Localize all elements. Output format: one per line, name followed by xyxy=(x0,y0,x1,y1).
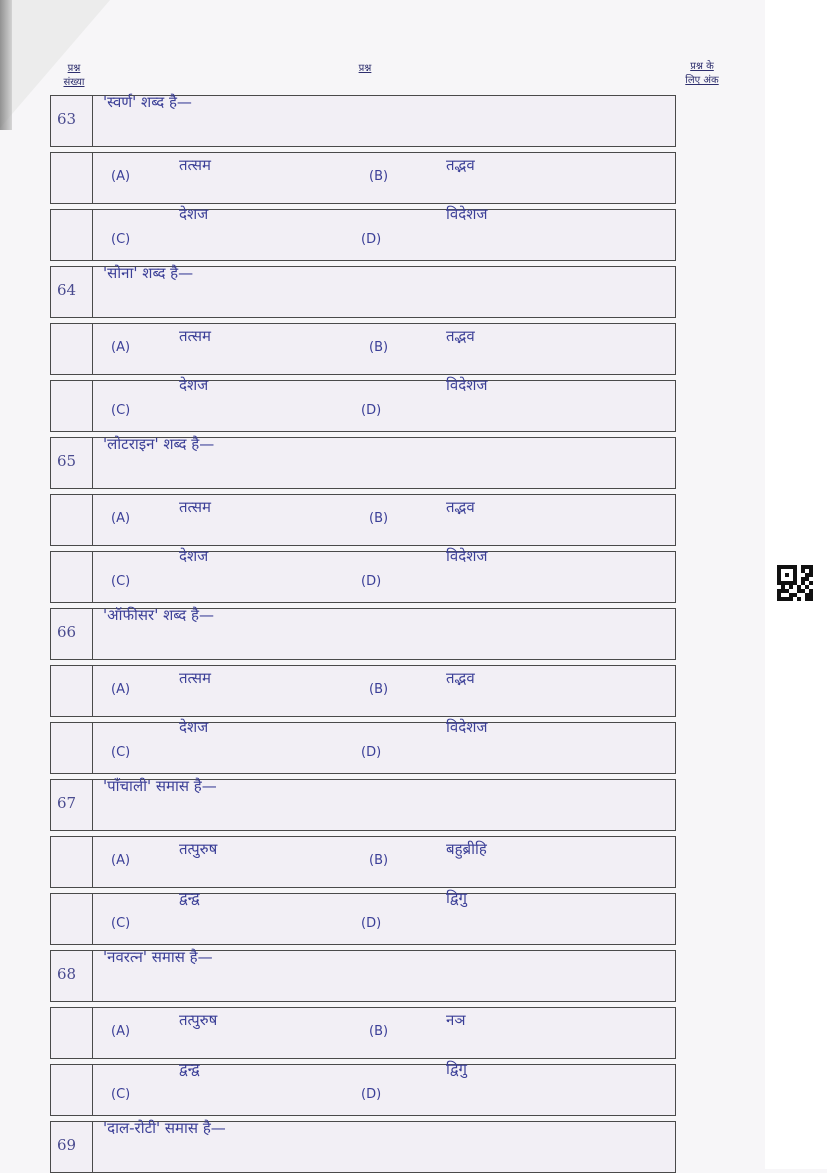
question-row xyxy=(50,95,676,147)
question-text: 'लोटराइन' शब्द है— xyxy=(103,435,215,453)
option-letter: (C) xyxy=(111,1087,131,1102)
option-letter: (D) xyxy=(361,403,382,418)
question-number-cell xyxy=(51,438,93,488)
question-text: 'ऑफीसर' शब्द है— xyxy=(103,606,214,624)
option-text: देशज xyxy=(179,718,209,736)
option-letter: (B) xyxy=(369,340,389,355)
question-row xyxy=(50,779,676,831)
option-letter: (C) xyxy=(111,745,131,760)
option-text: द्वन्द्व xyxy=(179,889,200,907)
option-row xyxy=(50,665,676,717)
question-number-cell xyxy=(51,96,93,146)
question-text: 'दाल-रोटी' समास है— xyxy=(103,1119,226,1137)
header-marks-top: प्रश्न के xyxy=(690,61,714,72)
option-letter: (B) xyxy=(369,682,389,697)
question-text: 'नवरत्न' समास है— xyxy=(103,948,213,966)
option-number-cell xyxy=(51,837,93,887)
option-number-cell xyxy=(51,552,93,602)
option-text: द्विगु xyxy=(446,889,467,907)
option-text: द्वन्द्व xyxy=(179,1060,200,1078)
header-number-top: प्रश्न xyxy=(67,63,81,74)
question-number: 65 xyxy=(57,452,77,470)
qr-code-icon xyxy=(777,565,813,601)
question-text: 'स्वर्ण' शब्द है— xyxy=(103,93,192,111)
question-number: 69 xyxy=(57,1136,77,1154)
option-row xyxy=(50,836,676,888)
option-text: तद्भव xyxy=(446,156,475,174)
option-text: तद्भव xyxy=(446,669,475,687)
option-letter: (D) xyxy=(361,232,382,247)
question-row xyxy=(50,950,676,1002)
option-row xyxy=(50,1007,676,1059)
header-question-number xyxy=(56,62,92,90)
option-row xyxy=(50,889,676,945)
option-row xyxy=(50,376,676,432)
corner-shadow xyxy=(0,0,12,130)
option-row xyxy=(50,494,676,546)
question-row xyxy=(50,437,676,489)
question-row xyxy=(50,1121,676,1173)
option-letter: (D) xyxy=(361,1087,382,1102)
option-letter: (A) xyxy=(111,511,131,526)
option-number-cell xyxy=(51,495,93,545)
option-text: नञ xyxy=(446,1011,466,1029)
option-text: देशज xyxy=(179,376,209,394)
option-letter: (D) xyxy=(361,574,382,589)
option-number-cell xyxy=(51,1065,93,1115)
option-text: विदेशज xyxy=(446,376,488,394)
option-text: तत्सम xyxy=(179,498,211,516)
option-letter: (A) xyxy=(111,340,131,355)
answer-sheet-table xyxy=(50,95,676,1169)
option-number-cell xyxy=(51,153,93,203)
question-number: 63 xyxy=(57,110,77,128)
header-question-label: प्रश्न xyxy=(358,63,372,74)
question-number: 67 xyxy=(57,794,77,812)
option-text: विदेशज xyxy=(446,718,488,736)
option-text: तद्भव xyxy=(446,327,475,345)
header-question xyxy=(340,62,390,76)
option-letter: (A) xyxy=(111,169,131,184)
option-text: तत्पुरुष xyxy=(179,840,218,858)
option-row xyxy=(50,718,676,774)
option-letter: (D) xyxy=(361,916,382,931)
option-letter: (B) xyxy=(369,169,389,184)
header-marks-bottom: लिए अंक xyxy=(685,75,719,86)
question-number-cell xyxy=(51,267,93,317)
option-letter: (C) xyxy=(111,232,131,247)
option-text: तत्पुरुष xyxy=(179,1011,218,1029)
question-number-cell xyxy=(51,1122,93,1172)
header-marks xyxy=(672,60,732,88)
option-letter: (B) xyxy=(369,1024,389,1039)
option-row xyxy=(50,152,676,204)
option-text: देशज xyxy=(179,205,209,223)
question-number: 68 xyxy=(57,965,77,983)
option-number-cell xyxy=(51,723,93,773)
option-letter: (C) xyxy=(111,403,131,418)
question-number-cell xyxy=(51,780,93,830)
option-text: तत्सम xyxy=(179,669,211,687)
question-row xyxy=(50,608,676,660)
question-row xyxy=(50,266,676,318)
question-number: 64 xyxy=(57,281,77,299)
option-letter: (C) xyxy=(111,574,131,589)
option-text: विदेशज xyxy=(446,205,488,223)
option-letter: (D) xyxy=(361,745,382,760)
option-text: देशज xyxy=(179,547,209,565)
option-number-cell xyxy=(51,210,93,260)
option-text: विदेशज xyxy=(446,547,488,565)
option-row xyxy=(50,323,676,375)
option-letter: (C) xyxy=(111,916,131,931)
question-text: 'पाँचाली' समास है— xyxy=(103,777,217,795)
option-text: तत्सम xyxy=(179,327,211,345)
option-number-cell xyxy=(51,894,93,944)
option-letter: (A) xyxy=(111,1024,131,1039)
option-number-cell xyxy=(51,1008,93,1058)
option-row xyxy=(50,205,676,261)
option-number-cell xyxy=(51,324,93,374)
option-letter: (B) xyxy=(369,511,389,526)
option-letter: (A) xyxy=(111,853,131,868)
option-text: तद्भव xyxy=(446,498,475,516)
question-number-cell xyxy=(51,951,93,1001)
option-row xyxy=(50,1060,676,1116)
option-letter: (A) xyxy=(111,682,131,697)
option-text: बहुब्रीहि xyxy=(446,840,487,858)
question-number: 66 xyxy=(57,623,77,641)
option-text: तत्सम xyxy=(179,156,211,174)
option-row xyxy=(50,547,676,603)
option-text: द्विगु xyxy=(446,1060,467,1078)
question-number-cell xyxy=(51,609,93,659)
question-text: 'सोना' शब्द है— xyxy=(103,264,194,282)
option-letter: (B) xyxy=(369,853,389,868)
header-number-bottom: संख्या xyxy=(63,77,85,88)
option-number-cell xyxy=(51,666,93,716)
option-number-cell xyxy=(51,381,93,431)
